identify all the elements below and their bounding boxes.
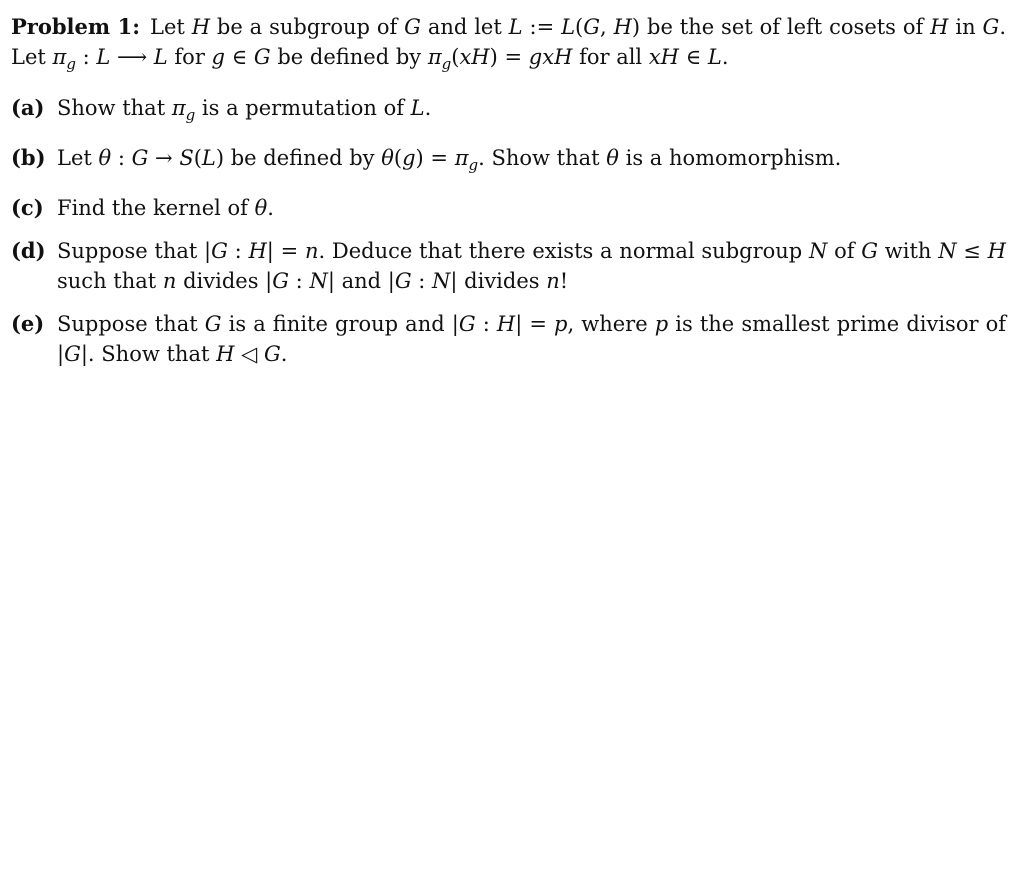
part-d-text: Suppose that |G : H| = n. Deduce that there exists a normal subgroup N of G with N ≤ H such that n divides |G : N| and |G : N| divides n! [57,239,1006,293]
part-c-label: (c) [11,195,44,220]
part-b-text: Let θ : G → S(L) be defined by $\theta(g) = \pi_g$. Show that θ is a homomorphism. [57,146,842,174]
part-e-text: Suppose that G is a finite group and |G : H| = p, where p is the smallest prime divisor of |G|. Show that H ◁ G. [57,312,1007,366]
problem-heading: Problem 1: [11,14,140,39]
problem-intro [11,12,1006,79]
part-c-text: Find the kernel of θ. [57,196,274,220]
problem-1 [11,12,1006,382]
part-b-label: (b) [11,145,46,170]
part-b [11,143,1006,180]
part-a-text: Show that $\pi_g$ is a permutation of L. [57,96,432,124]
part-d-label: (d) [11,238,46,263]
part-e-label: (e) [11,311,45,336]
part-d [11,236,1006,296]
part-c [11,193,1006,223]
part-a [11,93,1006,130]
part-e [11,309,1006,369]
problem-statement: Let H be a subgroup of G and let L := L(G, H) be the set of left cosets of H in G. Let $\pi_g$ : L ⟶ L for g ∈ G be defined by $\pi_g(xH)$ = gxH for all xH ∈ L. [11,15,1006,73]
part-a-label: (a) [11,95,45,120]
